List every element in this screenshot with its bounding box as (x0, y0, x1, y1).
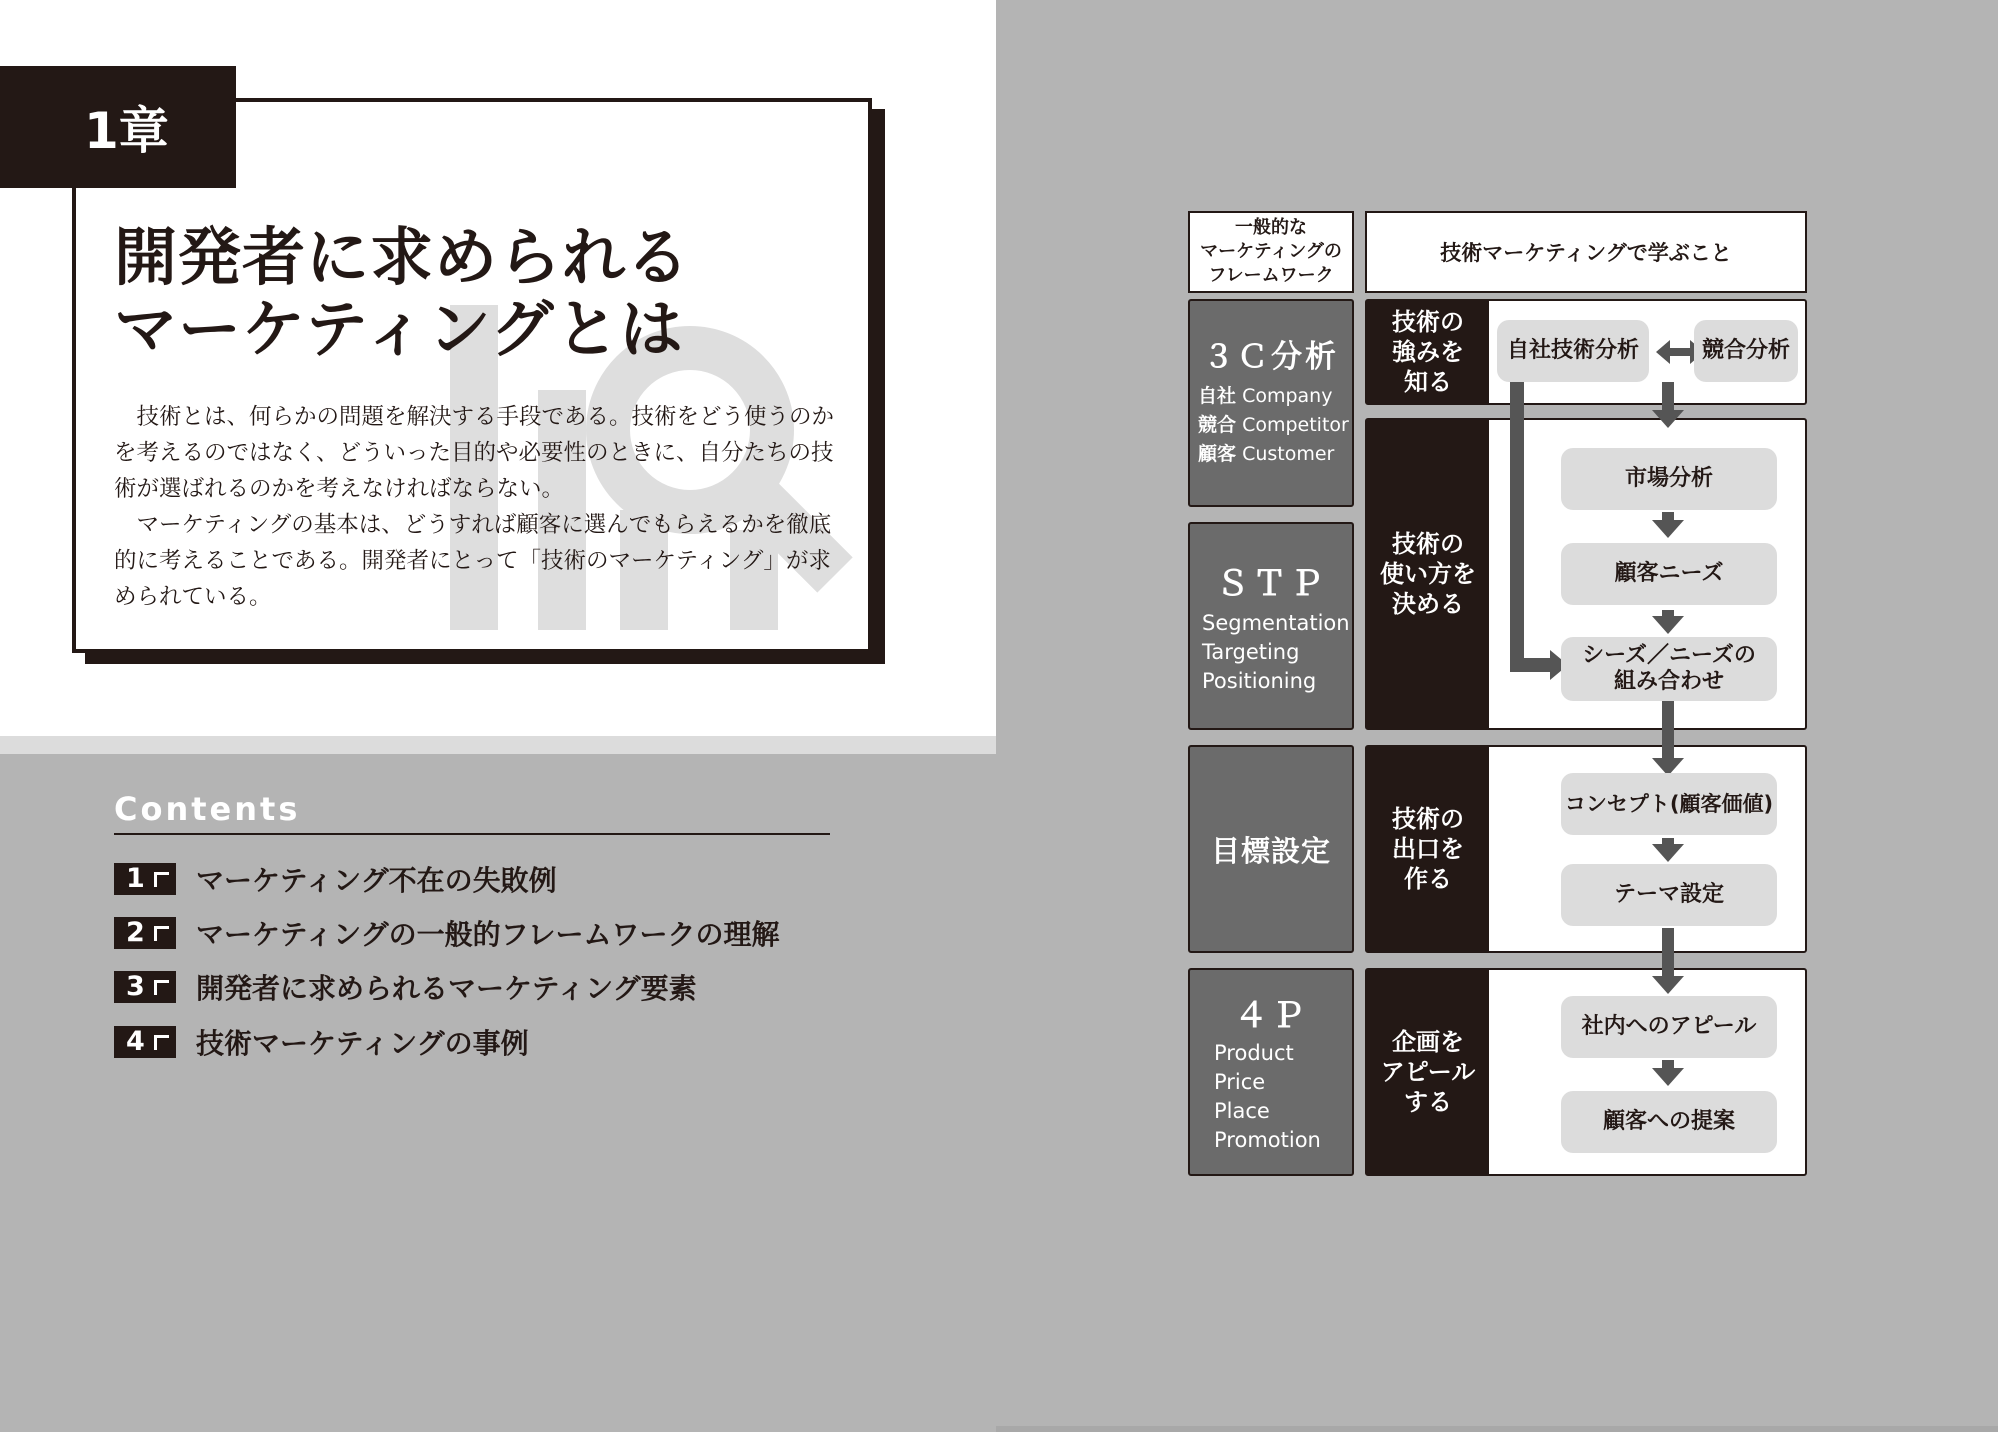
3c-value-1: Company (1242, 385, 1333, 407)
goal-title: 目標設定 (1210, 833, 1331, 868)
step-own-tech-label: 自社技術分析 (1506, 338, 1639, 363)
label-strength-2: 強みを (1392, 338, 1464, 366)
contents-heading: Contents (114, 790, 301, 828)
arrow-down-icon (1652, 520, 1684, 538)
toc-label: 技術マーケティングの事例 (196, 1027, 529, 1060)
step-needs (1561, 543, 1777, 605)
framework-goal (1188, 745, 1354, 953)
label-strength-3: 知る (1404, 368, 1452, 396)
arrow-down-icon (1652, 616, 1684, 634)
header-right-text: 技術マーケティングで学ぶこと (1440, 241, 1732, 265)
toc-item-4[interactable] (114, 1022, 529, 1062)
step-competitor-label: 競合分析 (1701, 338, 1790, 363)
4p-line-3: Place (1214, 1099, 1270, 1123)
label-appeal-3: する (1404, 1088, 1452, 1116)
page-edge (996, 1426, 1998, 1432)
chapter-title-line2: マーケティングとは (114, 293, 684, 366)
4p-line-4: Promotion (1214, 1128, 1321, 1152)
lead-paragraph-2: マーケティングの基本は、どうすれば顧客に選んでもらえるかを徹底的に考えることである。開発者にとって「技術のマーケティング」が求められている。 (114, 512, 832, 610)
framework-header-left (1188, 211, 1354, 293)
stp-title: ＳＴＰ (1215, 564, 1327, 604)
label-exit-2: 出口を (1392, 835, 1464, 863)
4p-line-2: Price (1214, 1070, 1266, 1094)
toc-label: マーケティング不在の失敗例 (196, 864, 557, 897)
contents-rule (114, 833, 830, 835)
step-theme (1561, 864, 1777, 926)
step-proposal (1561, 1091, 1777, 1153)
step-concept-label: コンセプト(顧客価値) (1564, 792, 1774, 816)
step-market-label: 市場分析 (1624, 466, 1713, 491)
label-appeal-2: アピール (1380, 1058, 1476, 1086)
stp-line-2: Targeting (1202, 640, 1300, 664)
3c-key-1: 自社 (1198, 385, 1237, 407)
step-theme-label: テーマ設定 (1613, 882, 1724, 907)
toc-item-3[interactable] (114, 967, 697, 1007)
step-market (1561, 448, 1777, 510)
framework-header-right (1365, 211, 1807, 293)
toc-number-badge: 1 (114, 863, 176, 895)
label-usage-1: 技術の (1392, 530, 1464, 558)
header-left-line3: フレームワーク (1208, 265, 1334, 286)
label-strength-1: 技術の (1392, 308, 1464, 336)
toc-label: 開発者に求められるマーケティング要素 (196, 972, 697, 1005)
stp-line-3: Positioning (1202, 669, 1317, 693)
chapter-number: 1章 (84, 102, 169, 160)
arrow-down-icon (1652, 410, 1684, 428)
chapter-lead (114, 399, 834, 615)
label-strength (1367, 301, 1489, 403)
lead-paragraph-1: 技術とは、何らかの問題を解決する手段である。技術をどう使うのかを考えるのではなく、どういった目的や必要性のときに、自分たちの技術が選ばれるのかを考えなければならない。 (114, 404, 835, 502)
step-seeds-needs (1561, 637, 1777, 701)
label-usage-2: 使い方を (1380, 560, 1476, 588)
toc-item-1[interactable] (114, 859, 557, 899)
toc-number-badge: 3 (114, 971, 176, 1003)
3c-lines (1198, 382, 1352, 469)
label-exit-1: 技術の (1392, 805, 1464, 833)
4p-title: ４Ｐ (1234, 996, 1308, 1036)
step-seeds-label-2: 組み合わせ (1613, 669, 1724, 694)
chapter-number-tab (0, 66, 236, 188)
header-left-line1: 一般的な (1235, 217, 1307, 238)
step-concept (1561, 773, 1777, 835)
arrow-down-icon (1652, 1068, 1684, 1086)
step-competitor (1694, 320, 1798, 382)
label-exit (1367, 747, 1489, 951)
3c-key-2: 競合 (1198, 414, 1237, 436)
4p-line-1: Product (1214, 1041, 1294, 1065)
framework-3c (1188, 299, 1354, 507)
framework-4p (1188, 968, 1354, 1176)
stp-lines (1202, 609, 1352, 696)
step-needs-label: 顧客ニーズ (1614, 561, 1724, 586)
3c-value-2: Competitor (1242, 414, 1349, 436)
toc-number-badge: 4 (114, 1026, 176, 1058)
3c-key-3: 顧客 (1198, 443, 1237, 465)
left-page-divider (0, 736, 996, 754)
label-appeal-1: 企画を (1392, 1028, 1464, 1056)
toc-item-2[interactable] (114, 913, 780, 953)
label-usage (1367, 420, 1489, 728)
3c-value-3: Customer (1242, 443, 1335, 465)
label-exit-3: 作る (1404, 865, 1452, 893)
chapter-title (114, 222, 834, 366)
step-own-tech (1497, 320, 1649, 382)
header-left-line2: マーケティングの (1200, 241, 1342, 262)
stp-line-1: Segmentation (1202, 611, 1350, 635)
step-proposal-label: 顧客への提案 (1602, 1109, 1735, 1134)
label-usage-3: 決める (1392, 590, 1464, 618)
chapter-title-line1: 開発者に求められる (114, 221, 690, 294)
toc-label: マーケティングの一般的フレームワークの理解 (196, 918, 780, 951)
arrow-down-icon (1652, 976, 1684, 994)
step-seeds-label-1: シーズ／ニーズの (1582, 643, 1756, 668)
left-page-bottom (0, 754, 996, 1432)
3c-title: ３Ｃ分析 (1203, 339, 1339, 375)
framework-stp (1188, 522, 1354, 730)
4p-lines (1214, 1039, 1352, 1155)
step-internal (1561, 996, 1777, 1058)
step-internal-label: 社内へのアピール (1581, 1014, 1757, 1039)
toc-number-badge: 2 (114, 917, 176, 949)
label-appeal (1367, 970, 1489, 1174)
arrow-down-icon (1652, 844, 1684, 862)
